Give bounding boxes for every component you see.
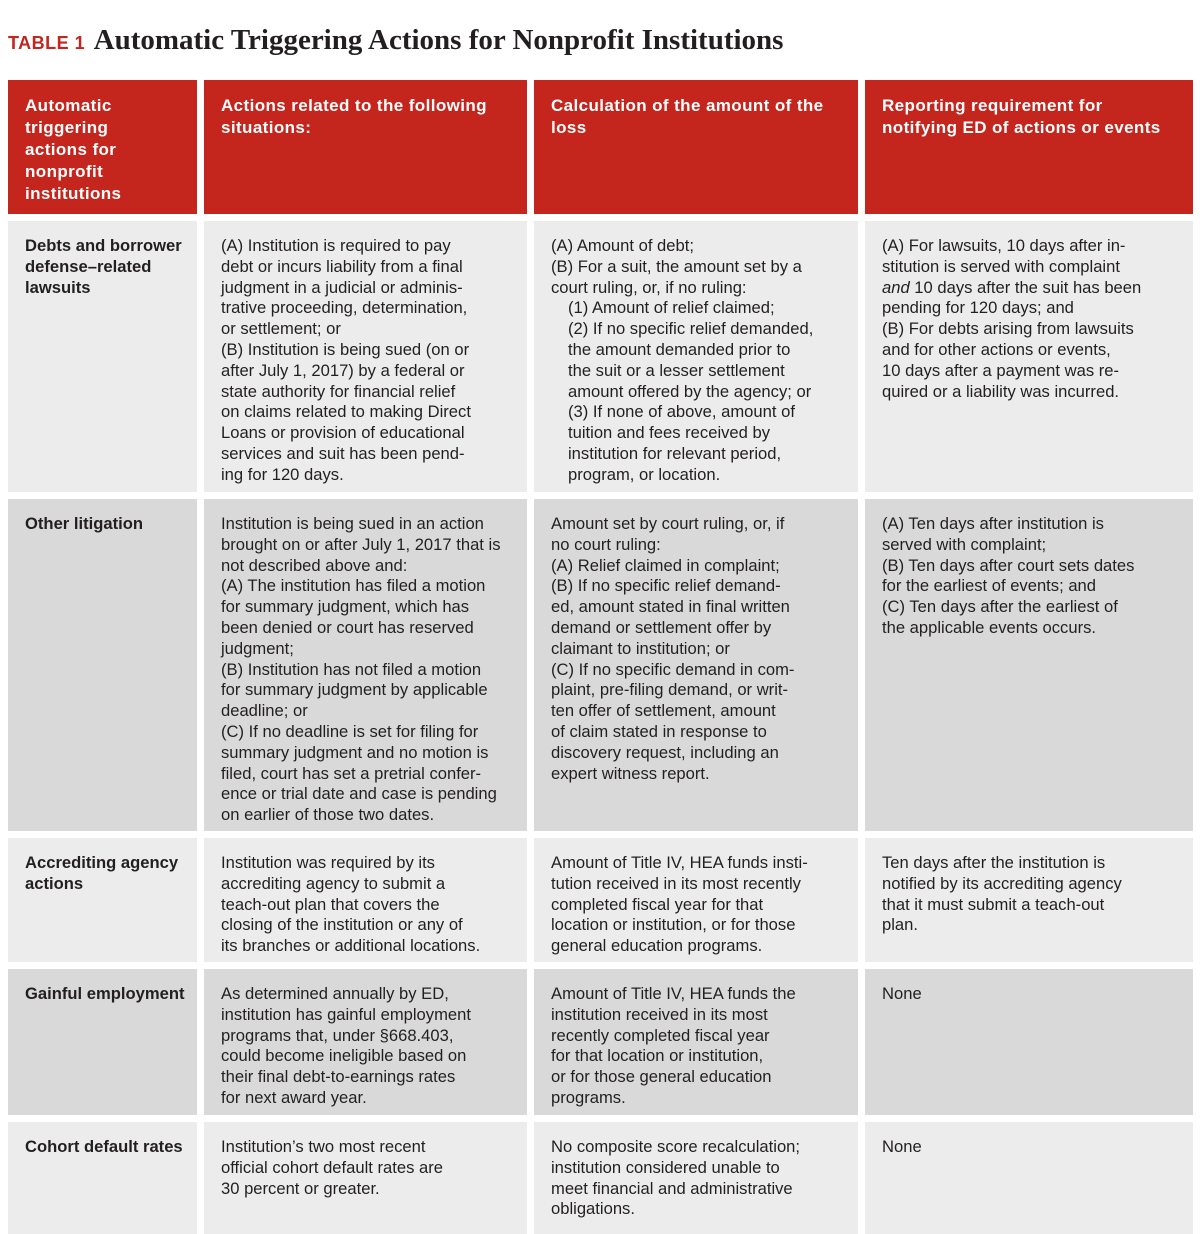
cell-text-line: Amount of Title IV, HEA funds the — [551, 984, 796, 1003]
cell-text-line: institution considered unable to — [551, 1157, 780, 1177]
cell-text-line: (B) For debts arising from lawsuits — [882, 319, 1134, 339]
cell-text-line: for that location or institution, — [551, 1046, 764, 1066]
cell-text-line: general education programs. — [551, 936, 763, 956]
cell-text-line: (B) If no specific relief demand- — [551, 576, 781, 596]
cell-text-line: that it must submit a teach-out — [882, 894, 1105, 914]
reporting-cell — [865, 499, 1193, 831]
header-calculation: Calculation of the amount of the loss — [534, 80, 858, 214]
cell-text-line: the suit or a lesser settlement — [568, 360, 785, 380]
table-title-text: Automatic Triggering Actions for Nonprofit Institutions — [93, 24, 784, 56]
cell-text-line: plaint, pre-filing demand, or writ- — [551, 680, 789, 700]
cell-text-line: No composite score recalculation; — [551, 1137, 801, 1156]
cell-text-line: its branches or additional locations. — [221, 936, 481, 956]
cell-text-line: institution has gainful employment — [221, 1004, 471, 1024]
cell-text-line: (1) Amount of relief claimed; — [568, 298, 775, 318]
cell-text-line: (A) Relief claimed in complaint; — [551, 555, 780, 575]
cell-text-line: judgment; — [221, 638, 294, 658]
cell-text-line: pending for 120 days; and — [882, 298, 1074, 318]
cell-text-line: Amount of Title IV, HEA funds insti- — [551, 853, 808, 872]
situation-cell — [204, 969, 527, 1115]
cell-text-line: and for other actions or events, — [882, 339, 1111, 359]
cell-text-line: tution received in its most recently — [551, 873, 801, 893]
cell-text-line: for next award year. — [221, 1087, 367, 1107]
cell-text-line: quired or a liability was incurred. — [882, 381, 1120, 401]
cell-text-line: As determined annually by ED, — [221, 984, 449, 1003]
cell-text-line: on claims related to making Direct — [221, 402, 471, 422]
cell-text-line: accrediting agency to submit a — [221, 873, 446, 893]
cell-text-line: court ruling, or, if no ruling: — [551, 277, 747, 297]
cell-text-line: expert witness report. — [551, 763, 710, 783]
cell-text-line: (B) For a suit, the amount set by a — [551, 256, 802, 276]
cell-text-line: for the earliest of events; and — [882, 576, 1097, 596]
cell-text-line: for summary judgment by applicable — [221, 680, 488, 700]
cell-text-line: (2) If no specific relief demanded, — [568, 319, 814, 339]
cell-text-line: programs that, under §668.403, — [221, 1025, 454, 1045]
cell-text-line: 10 days after a payment was re- — [882, 360, 1120, 380]
cell-text-line: demand or settlement offer by — [551, 617, 772, 637]
reporting-cell — [865, 969, 1193, 1115]
cell-text-line: ed, amount stated in final written — [551, 597, 790, 617]
cell-text-line: could become ineligible based on — [221, 1046, 467, 1066]
cell-text-line: program, or location. — [568, 464, 721, 484]
row-label-debts-lawsuits: Debts and borrower defense–related lawsuits — [8, 221, 197, 492]
cell-text-line: stitution is served with complaint — [882, 256, 1120, 276]
cell-text-line: (A) The institution has filed a motion — [221, 576, 486, 596]
cell-text-line: (A) Ten days after institution is — [882, 514, 1104, 533]
cell-text-line: served with complaint; — [882, 534, 1047, 554]
cell-text-line: deadline; or — [221, 701, 308, 721]
cell-text-line: Institution was required by its — [221, 853, 435, 872]
cell-text-line: or for those general education — [551, 1067, 772, 1087]
cell-text-line: claimant to institution; or — [551, 638, 730, 658]
cell-text-line: their final debt-to-earnings rates — [221, 1067, 456, 1087]
cell-text-line: discovery request, including an — [551, 742, 779, 762]
header-triggering-actions: Automatic triggering actions for nonprofit institutions — [8, 80, 197, 214]
cell-text-line: Institution’s two most recent — [221, 1137, 426, 1156]
cell-text-line: trative proceeding, determination, — [221, 298, 468, 318]
triggering-actions-table — [8, 80, 1200, 1234]
header-reporting: Reporting requirement for notifying ED of actions or events — [865, 80, 1193, 214]
cell-text-line: Loans or provision of educational — [221, 423, 465, 443]
cell-text-line: completed fiscal year for that — [551, 894, 764, 914]
cell-text-line: Institution is being sued in an action — [221, 514, 484, 533]
calculation-cell — [534, 838, 858, 962]
cell-text-line: debt or incurs liability from a final — [221, 256, 463, 276]
row-label-other-litigation: Other litigation — [8, 499, 197, 831]
cell-text-line: (A) Amount of debt; — [551, 236, 694, 255]
cell-text-line: or settlement; or — [221, 319, 341, 339]
cell-text-line: meet financial and administrative — [551, 1178, 793, 1198]
reporting-line-with-italic: and 10 days after the suit has been — [882, 277, 1142, 297]
table-number-label: TABLE 1 — [8, 33, 86, 53]
cell-text-line: (C) If no specific demand in com- — [551, 659, 795, 679]
cell-text-line: institution for relevant period, — [568, 443, 782, 463]
cell-text-line: filed, court has set a pretrial confer- — [221, 763, 482, 783]
calculation-cell — [534, 221, 858, 492]
reporting-cell — [865, 1122, 1193, 1234]
cell-text-line: (3) If none of above, amount of — [568, 402, 795, 422]
cell-text-line: services and suit has been pend- — [221, 443, 465, 463]
cell-text-line: the applicable events occurs. — [882, 617, 1097, 637]
cell-text-line: None — [882, 1137, 922, 1156]
cell-text-line: ing for 120 days. — [221, 464, 344, 484]
cell-text-line: no court ruling: — [551, 534, 661, 554]
situation-cell — [204, 838, 527, 962]
cell-text-line: on earlier of those two dates. — [221, 805, 435, 825]
cell-text-line: location or institution, or for those — [551, 915, 796, 935]
row-label-accrediting-agency: Accrediting agency actions — [8, 838, 197, 962]
reporting-cell — [865, 221, 1193, 492]
calculation-cell — [534, 499, 858, 831]
cell-text-line: official cohort default rates are — [221, 1157, 443, 1177]
cell-text-line: after July 1, 2017) by a federal or — [221, 360, 465, 380]
reporting-cell — [865, 838, 1193, 962]
cell-text-line: tuition and fees received by — [568, 423, 771, 443]
cell-text-line: (C) If no deadline is set for filing for — [221, 721, 479, 741]
cell-text-line: (C) Ten days after the earliest of — [882, 597, 1118, 617]
cell-text-line: of claim stated in response to — [551, 721, 767, 741]
situation-cell — [204, 1122, 527, 1234]
header-situations: Actions related to the following situations: — [204, 80, 527, 214]
cell-text-line: Amount set by court ruling, or, if — [551, 514, 785, 533]
cell-text-line: the amount demanded prior to — [568, 339, 791, 359]
cell-text-line: not described above and: — [221, 555, 408, 575]
cell-text-line: ence or trial date and case is pending — [221, 784, 497, 804]
cell-text-line: obligations. — [551, 1199, 635, 1219]
row-label-gainful-employment: Gainful employment — [8, 969, 197, 1115]
row-label-cohort-default-rates: Cohort default rates — [8, 1122, 197, 1234]
situation-cell — [204, 221, 527, 492]
cell-text-line: judgment in a judicial or adminis- — [221, 277, 463, 297]
calculation-cell — [534, 1122, 858, 1234]
cell-text-line: (B) Institution has not filed a motion — [221, 659, 482, 679]
cell-text-line: closing of the institution or any of — [221, 915, 463, 935]
cell-text-line: amount offered by the agency; or — [568, 381, 812, 401]
cell-text-line: ten offer of settlement, amount — [551, 701, 776, 721]
cell-text-line: state authority for financial relief — [221, 381, 456, 401]
cell-text-line: Ten days after the institution is — [882, 853, 1106, 872]
calculation-cell — [534, 969, 858, 1115]
cell-text-line: for summary judgment, which has — [221, 597, 470, 617]
cell-text-line: summary judgment and no motion is — [221, 742, 489, 762]
cell-text-line: (A) Institution is required to pay — [221, 236, 451, 255]
cell-text-line: been denied or court has reserved — [221, 617, 474, 637]
cell-text-line: (B) Institution is being sued (on or — [221, 339, 470, 359]
cell-text-line: programs. — [551, 1087, 626, 1107]
situation-cell — [204, 499, 527, 831]
cell-text-line: teach-out plan that covers the — [221, 894, 440, 914]
cell-text-line: None — [882, 984, 922, 1003]
cell-text-line: institution received in its most — [551, 1004, 768, 1024]
cell-text-line: notified by its accrediting agency — [882, 873, 1122, 893]
table-title — [8, 20, 783, 65]
cell-text-line: brought on or after July 1, 2017 that is — [221, 534, 501, 554]
cell-text-line: recently completed fiscal year — [551, 1025, 770, 1045]
cell-text-line: 30 percent or greater. — [221, 1178, 380, 1198]
cell-text-line: (B) Ten days after court sets dates — [882, 555, 1135, 575]
cell-text-line: (A) For lawsuits, 10 days after in- — [882, 236, 1126, 255]
cell-text-line: plan. — [882, 915, 918, 935]
